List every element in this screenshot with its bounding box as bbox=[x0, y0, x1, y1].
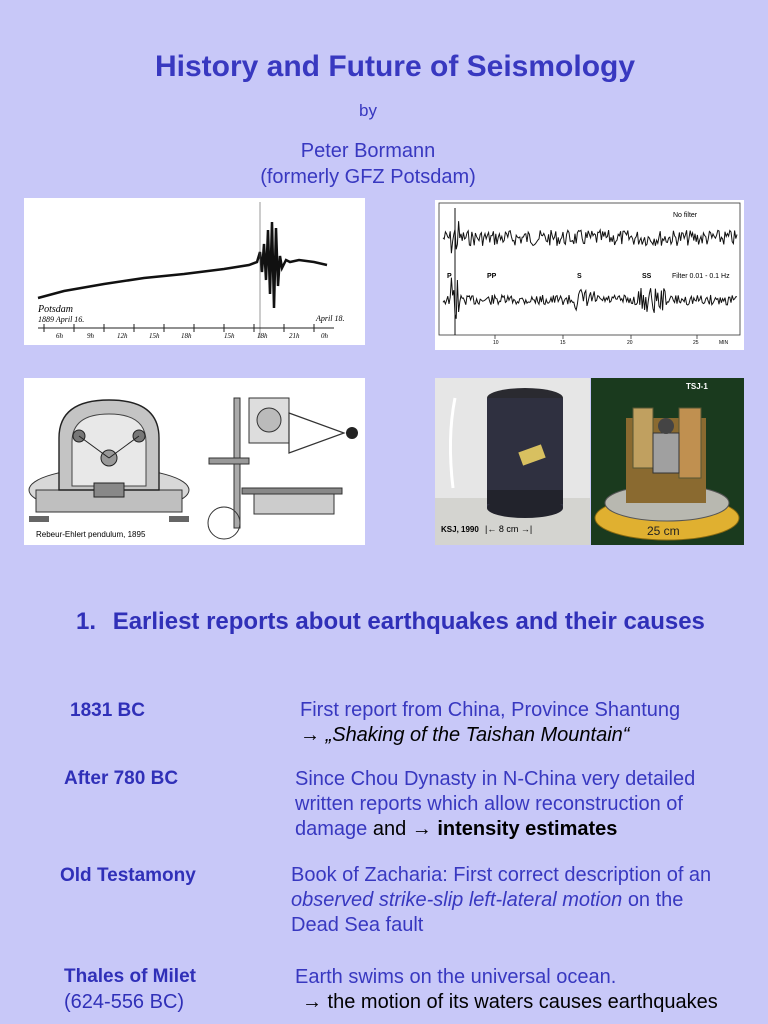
phase-label: SS bbox=[642, 273, 652, 280]
arrow-glyph: → bbox=[300, 724, 320, 746]
entry-line bbox=[291, 888, 711, 913]
seismogram-tick-labels bbox=[24, 332, 365, 344]
potsdam-seismogram-figure bbox=[24, 198, 365, 345]
entry-line: Earth swims on the universal ocean. bbox=[295, 966, 617, 988]
ksj-caption: KSJ, 1990 bbox=[441, 525, 479, 534]
entry-span: damage bbox=[295, 818, 368, 840]
section-heading bbox=[76, 608, 705, 636]
entry-quote: „Shaking of the Taishan Mountain“ bbox=[325, 724, 630, 746]
entry-text bbox=[295, 767, 695, 842]
phase-label: S bbox=[577, 273, 582, 280]
entry-date: After 780 BC bbox=[64, 768, 179, 789]
phase-label: PP bbox=[487, 273, 497, 280]
pendulum-figure bbox=[24, 378, 365, 545]
time-tick-label: 15 bbox=[560, 340, 566, 346]
entry-date-block bbox=[64, 966, 196, 1014]
seismogram-location: Potsdam bbox=[38, 304, 73, 315]
entry-line bbox=[300, 723, 680, 748]
entry-line: Dead Sea fault bbox=[291, 914, 424, 936]
broadband-record-figure bbox=[435, 200, 744, 350]
entry-line: Since Chou Dynasty in N-China very detailed bbox=[295, 768, 696, 790]
entry-line: Book of Zacharia: First correct description of an bbox=[291, 864, 712, 886]
tick-label: 18h bbox=[181, 332, 192, 340]
pendulum-drawing bbox=[24, 378, 365, 545]
time-tick-label: 20 bbox=[627, 340, 633, 346]
page-title: History and Future of Seismology bbox=[154, 50, 636, 83]
author-name: Peter Bormann bbox=[300, 140, 436, 162]
label-no-filter: No filter bbox=[673, 212, 698, 219]
tick-label: 6h bbox=[56, 332, 63, 340]
tick-label: 12h bbox=[117, 332, 128, 340]
entry-span: and → bbox=[372, 818, 432, 840]
entry-date: 1831 BC bbox=[70, 700, 145, 721]
tick-label: 18h bbox=[257, 332, 268, 340]
section-number: 1. bbox=[76, 608, 97, 635]
tsj-size: 25 cm bbox=[647, 524, 680, 538]
ksj-sensor-drawing bbox=[435, 378, 590, 545]
entry-date: Thales of Milet bbox=[64, 966, 196, 987]
time-tick-label: 25 bbox=[693, 340, 699, 346]
seismogram-date-left: 1889 April 16. bbox=[38, 315, 85, 324]
tick-label: 9h bbox=[87, 332, 94, 340]
time-tick-label: 10 bbox=[493, 340, 499, 346]
entry-text bbox=[295, 965, 718, 1015]
entry-line bbox=[295, 817, 695, 842]
author-block bbox=[0, 138, 736, 190]
byline: by bbox=[359, 101, 377, 120]
phase-label: P bbox=[447, 273, 452, 280]
entry-span: observed strike-slip left-lateral motion bbox=[291, 889, 623, 911]
entry-text bbox=[291, 863, 711, 938]
tsj-name: TSJ-1 bbox=[686, 382, 708, 391]
entry-line: → the motion of its waters causes earthquakes bbox=[302, 991, 718, 1013]
entry-date: Old Testamony bbox=[60, 865, 196, 886]
tsj-sensor-photo bbox=[591, 378, 744, 545]
tick-label: 21h bbox=[289, 332, 300, 340]
tick-label: 15h bbox=[149, 332, 160, 340]
entry-text bbox=[300, 698, 680, 748]
tick-label: 0h bbox=[321, 332, 328, 340]
entry-date-sub: (624-556 BC) bbox=[64, 991, 185, 1013]
seismogram-date-right: April 18. bbox=[316, 314, 345, 323]
entry-span: on the bbox=[627, 889, 684, 911]
ksj-size: |← 8 cm →| bbox=[485, 524, 533, 534]
section-title: Earliest reports about earthquakes and their causes bbox=[112, 608, 705, 635]
tick-label: 15h bbox=[224, 332, 235, 340]
entry-line: written reports which allow reconstruction of bbox=[295, 793, 683, 815]
entry-span: intensity estimates bbox=[437, 818, 618, 840]
entry-line: First report from China, Province Shantung bbox=[300, 699, 681, 721]
time-unit-label: MIN bbox=[719, 340, 729, 346]
ksj-caption-row bbox=[441, 524, 532, 534]
pendulum-caption: Rebeur-Ehlert pendulum, 1895 bbox=[36, 530, 146, 539]
author-affiliation: (formerly GFZ Potsdam) bbox=[260, 166, 476, 188]
ksj-sensor-photo bbox=[435, 378, 590, 545]
label-filter: Filter 0.01 - 0.1 Hz bbox=[672, 273, 730, 280]
tsj-sensor-drawing bbox=[591, 378, 744, 545]
